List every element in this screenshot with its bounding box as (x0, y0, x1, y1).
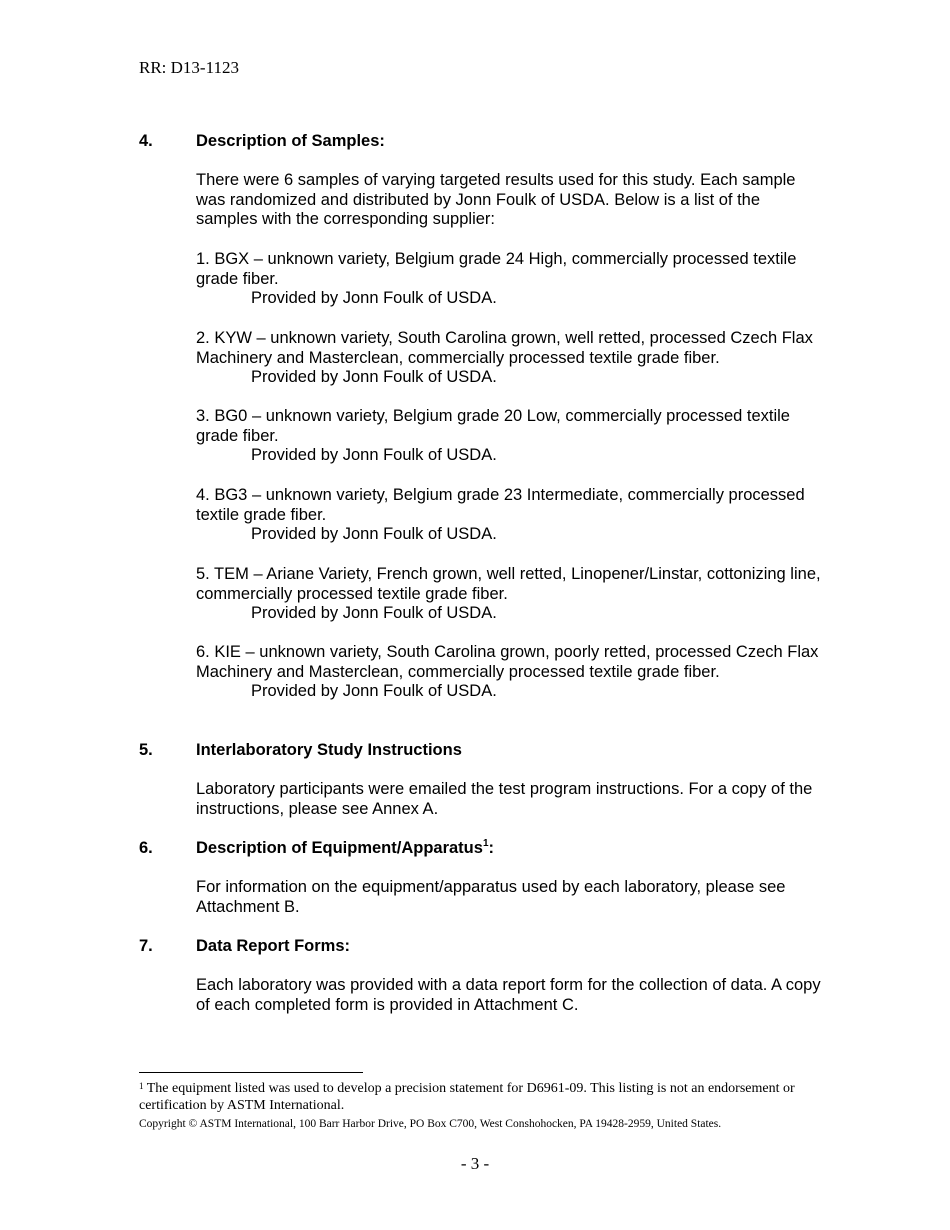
sample-4-text: 4. BG3 – unknown variety, Belgium grade 23 Intermediate, commercially processed textile grade fiber. (196, 486, 805, 524)
sample-4 (196, 486, 826, 545)
sample-4-provider: Provided by Jonn Foulk of USDA. (251, 525, 497, 544)
sample-2-provider: Provided by Jonn Foulk of USDA. (251, 368, 497, 387)
section-4-number: 4. (139, 132, 153, 150)
sample-5-text: 5. TEM – Ariane Variety, French grown, well retted, Linopener/Linstar, cottonizing line, commercially processed textile grade fiber. (196, 565, 821, 603)
sample-3 (196, 407, 826, 466)
section-7-number: 7. (139, 937, 153, 955)
sample-1 (196, 250, 826, 309)
sample-5 (196, 565, 826, 624)
copyright-notice: Copyright © ASTM International, 100 Barr Harbor Drive, PO Box C700, West Conshohocken, PA 19428-2959, United States. (139, 1118, 722, 1130)
section-6-title-text: Description of Equipment/Apparatus (196, 839, 483, 857)
sample-3-provider: Provided by Jonn Foulk of USDA. (251, 446, 497, 465)
sample-1-text: 1. BGX – unknown variety, Belgium grade 24 High, commercially processed textile grade fiber. (196, 250, 797, 288)
sample-6 (196, 643, 826, 702)
section-7-title: Data Report Forms: (196, 937, 351, 955)
page-number: - 3 - (460, 1154, 490, 1173)
section-4-title: Description of Samples: (196, 132, 385, 150)
sample-5-provider: Provided by Jonn Foulk of USDA. (251, 604, 497, 623)
section-5-number: 5. (139, 741, 153, 759)
sample-6-text: 6. KIE – unknown variety, South Carolina grown, poorly retted, processed Czech Flax Machinery and Masterclean, commercially processed textile grade fiber. (196, 643, 819, 681)
section-4-intro: There were 6 samples of varying targeted results used for this study. Each sample was randomized and distributed by Jonn Foulk of USDA. Below is a list of the samples with the corresponding supplier: (196, 171, 796, 229)
section-6-title-colon: : (488, 839, 494, 857)
footnote-marker: 1 (139, 1081, 144, 1091)
section-6-number: 6. (139, 839, 153, 857)
section-5-body: Laboratory participants were emailed the test program instructions. For a copy of the instructions, please see Annex A. (196, 780, 813, 818)
sample-1-provider: Provided by Jonn Foulk of USDA. (251, 289, 497, 308)
sample-3-text: 3. BG0 – unknown variety, Belgium grade 20 Low, commercially processed textile grade fiber. (196, 407, 790, 445)
sample-2-text: 2. KYW – unknown variety, South Carolina grown, well retted, processed Czech Flax Machinery and Masterclean, commercially processed textile grade fiber. (196, 329, 813, 367)
sample-2 (196, 329, 826, 388)
sample-6-provider: Provided by Jonn Foulk of USDA. (251, 682, 497, 701)
footnote-separator (139, 1072, 363, 1073)
report-id-header: RR: D13-1123 (139, 58, 239, 77)
section-6-title (196, 839, 494, 858)
section-5-title: Interlaboratory Study Instructions (196, 741, 462, 759)
footnote-ref-1: 1 (482, 837, 489, 849)
section-6-body: For information on the equipment/apparatus used by each laboratory, please see Attachment B. (196, 878, 786, 916)
footnote-text: The equipment listed was used to develop a precision statement for D6961-09. This listing is not an endorsement or certification by ASTM International. (139, 1081, 795, 1113)
section-7-body: Each laboratory was provided with a data report form for the collection of data. A copy of each completed form is provided in Attachment C. (196, 976, 821, 1014)
footnote (139, 1080, 799, 1114)
